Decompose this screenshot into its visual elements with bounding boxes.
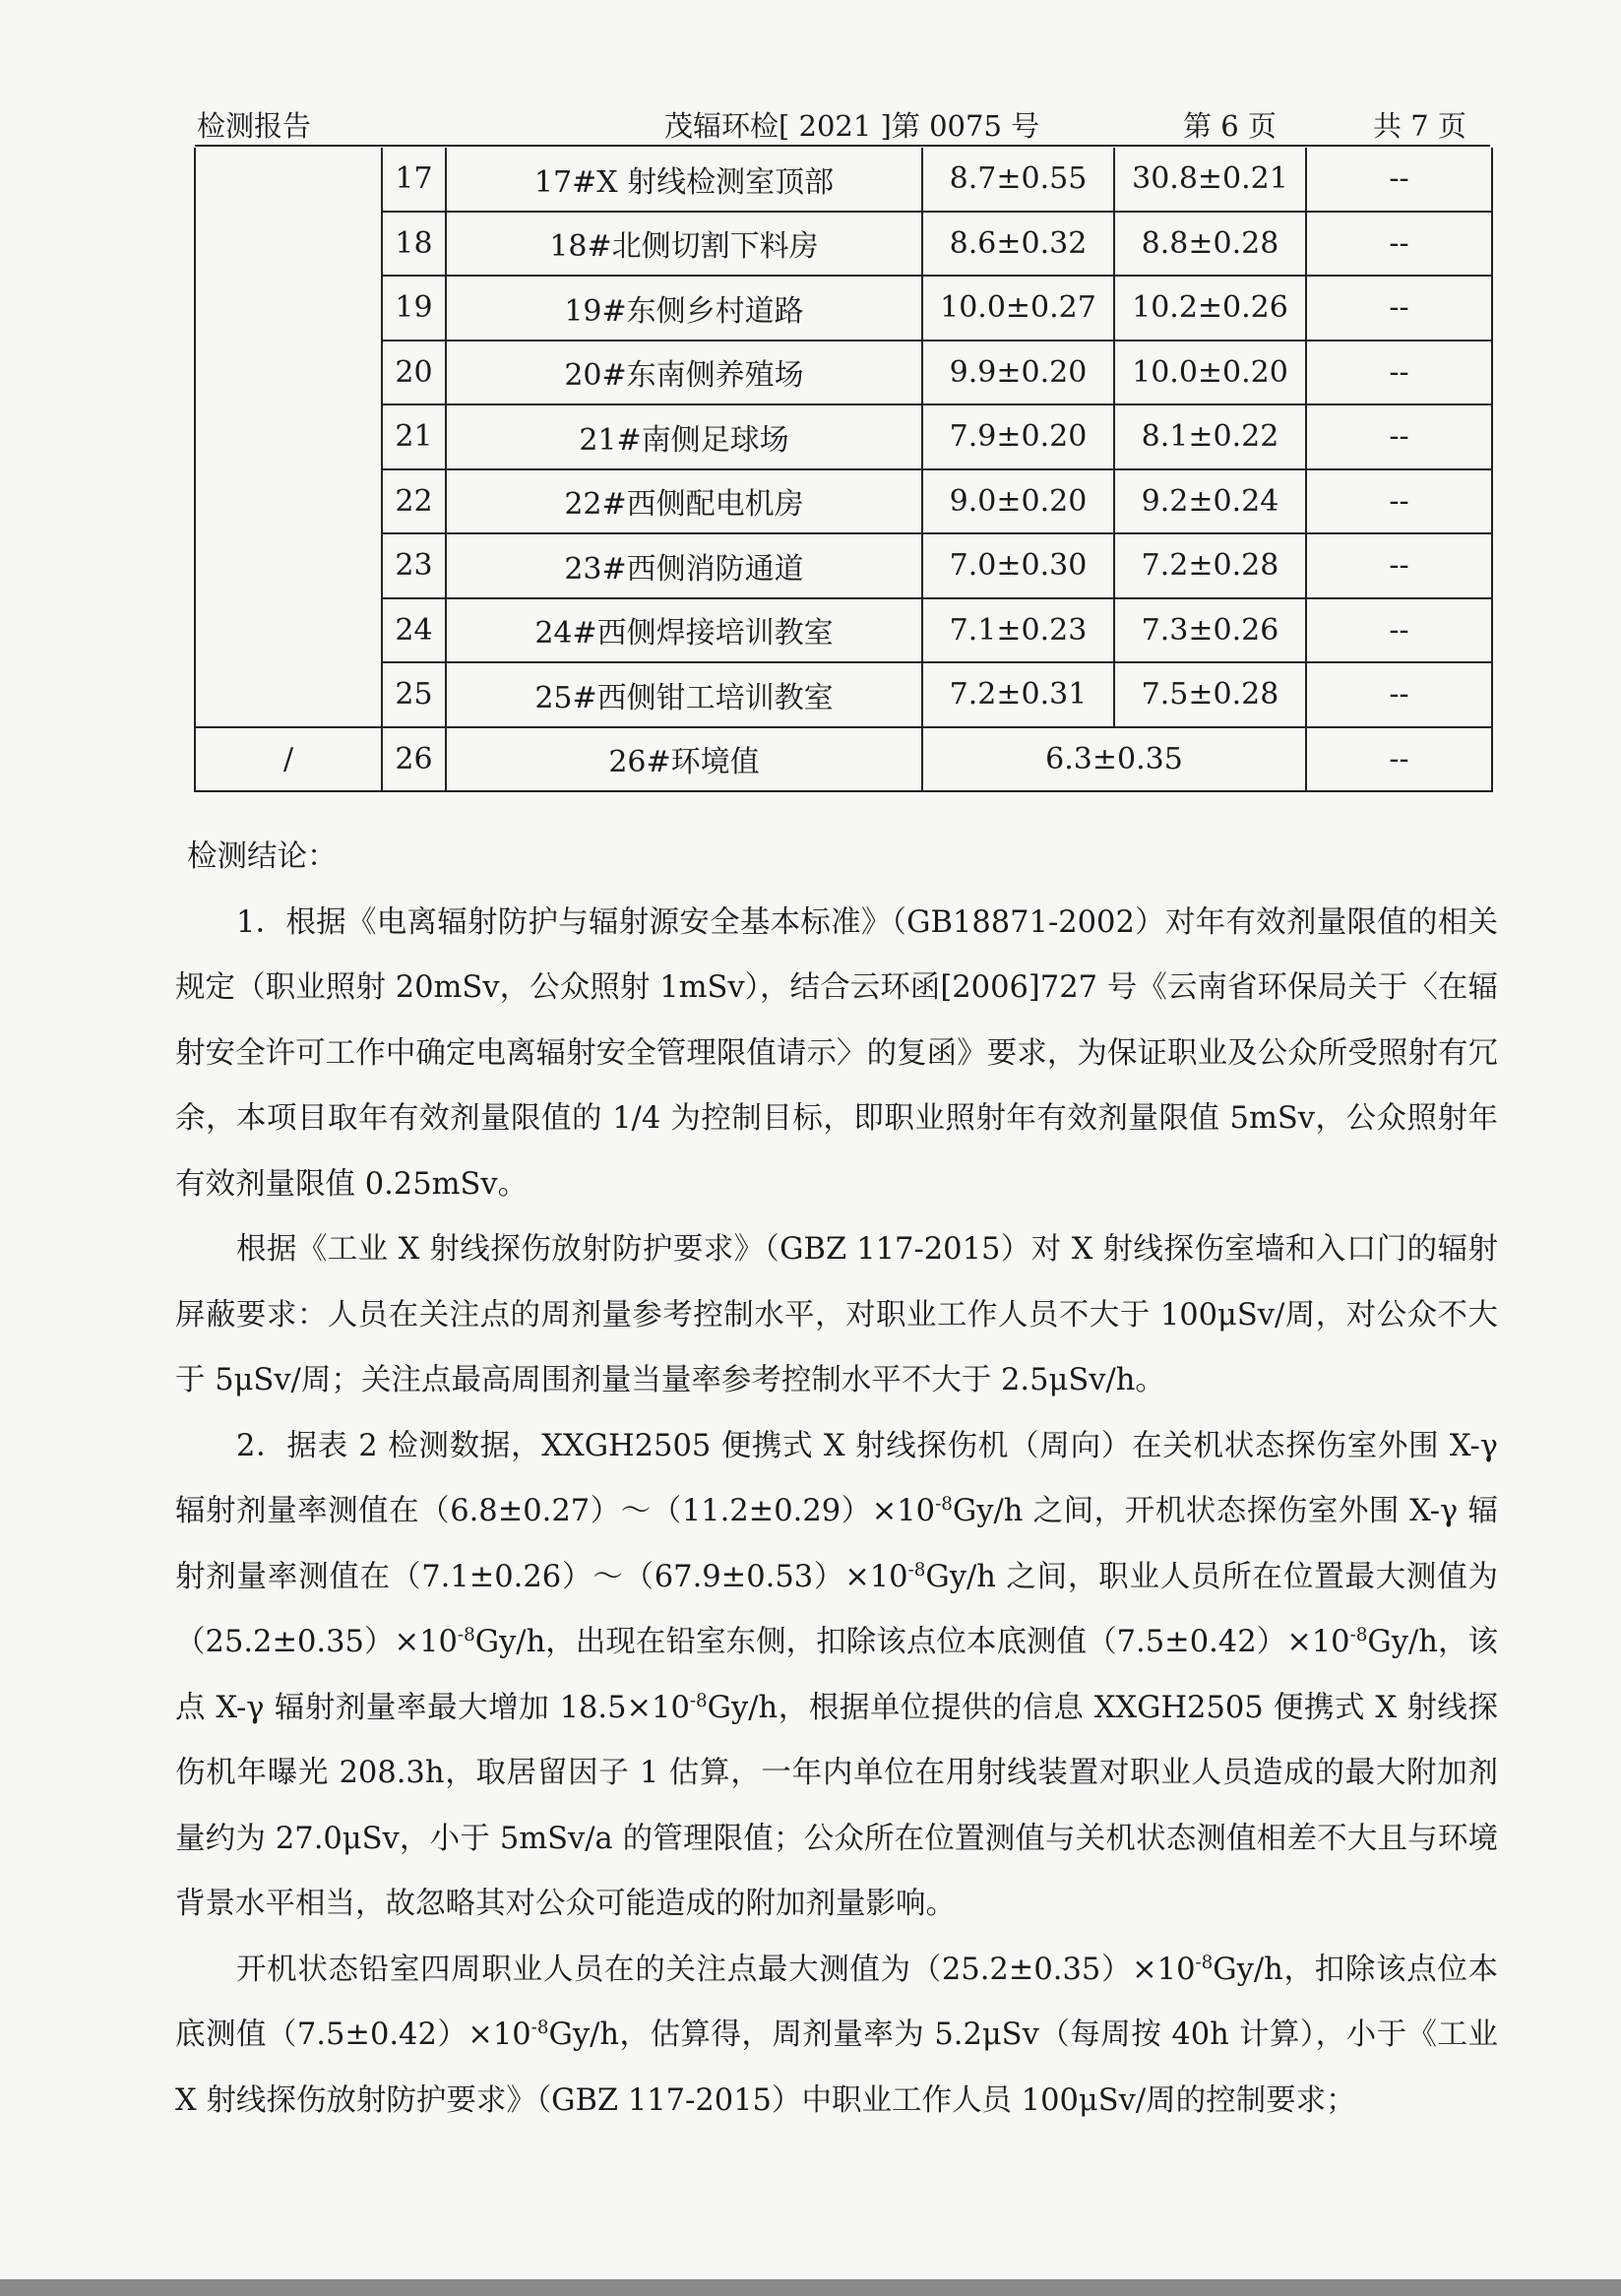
category-cell [195,148,382,727]
table-row [195,662,1492,727]
location-cell: 24#西侧焊接培训教室 [446,598,922,663]
text-segment: Gy/h，扣除该点位本底测值（7.5±0.42）×10 [175,1952,1498,2052]
location-cell: 18#北侧切割下料房 [446,212,922,277]
on-value-cell: 7.5±0.28 [1114,662,1306,727]
conclusion-section [175,825,1498,2134]
header-total-pages: 共 7 页 [1373,109,1466,143]
exponent: -8 [907,1559,926,1581]
location-cell: 20#东南侧养殖场 [446,341,922,405]
page-header [197,106,1476,146]
off-value-cell: 10.0±0.27 [922,276,1114,341]
conclusion-paragraph-1: 1．根据《电离辐射防护与辐射源安全基本标准》（GB18871-2002）对年有效剂量限值的相关规定（职业照射 20mSv，公众照射 1mSv），结合云环函[2006]727 号《云南省环保局关于〈在辐射安全许可工作中确定电离辐射安全管理限值请示〉的复函》要求，为保证职业及公众所受照射有冗余，本项目取年有效剂量限值的 1/4 为控制目标，即职业照射年有效剂量限值 5mSv，公众照射年有效剂量限值 0.25mSv。 [175,904,1498,1202]
row-number: 24 [382,598,446,663]
location-cell: 21#南侧足球场 [446,404,922,469]
row-number: 23 [382,533,446,598]
text-segment: Gy/h，出现在铅室东侧，扣除该点位本底测值（7.5±0.42）×10 [474,1625,1350,1659]
on-value-cell: 7.2±0.28 [1114,533,1306,598]
on-value-cell: 30.8±0.21 [1114,148,1306,212]
on-value-cell: 9.2±0.24 [1114,469,1306,534]
header-rule [195,145,1490,147]
exponent: -8 [689,1690,708,1711]
table-row [195,469,1492,534]
row-number: 18 [382,212,446,277]
off-value-cell: 8.7±0.55 [922,148,1114,212]
location-cell: 26#环境值 [446,727,922,792]
row-number: 19 [382,276,446,341]
on-value-cell: 8.8±0.28 [1114,212,1306,277]
note-cell: -- [1306,662,1492,727]
row-number: 20 [382,341,446,405]
on-value-cell: 10.0±0.20 [1114,341,1306,405]
text-segment: Gy/h，估算得，周剂量率为 5.2μSv（每周按 40h 计算），小于《工业 X 射线探伤放射防护要求》（GBZ 117-2015）中职业工作人员 100μSv/周的控制要求； [175,2017,1498,2118]
location-cell: 25#西侧钳工培训教室 [446,662,922,727]
off-value-cell: 9.9±0.20 [922,341,1114,405]
table-row-environment [195,727,1492,792]
table-row [195,598,1492,663]
location-cell: 19#东侧乡村道路 [446,276,922,341]
on-value-cell: 7.3±0.26 [1114,598,1306,663]
table-row [195,148,1492,212]
exponent: -8 [935,1493,953,1515]
table-row [195,533,1492,598]
note-cell: -- [1306,276,1492,341]
table-row [195,404,1492,469]
environment-value-cell: 6.3±0.35 [922,727,1306,792]
text-segment: 开机状态铅室四周职业人员在的关注点最大测值为（25.2±0.35）×10 [236,1952,1196,1987]
note-cell: -- [1306,148,1492,212]
measurement-table [194,148,1493,792]
row-number: 21 [382,404,446,469]
header-page-number: 第 6 页 [1183,109,1277,143]
header-report-type: 检测报告 [197,109,312,143]
location-cell: 23#西侧消防通道 [446,533,922,598]
measurement-table-body [195,148,1492,791]
conclusion-paragraph-4 [175,1938,1498,2135]
exponent: -8 [1349,1624,1368,1645]
off-value-cell: 7.2±0.31 [922,662,1114,727]
off-value-cell: 7.1±0.23 [922,598,1114,663]
conclusion-paragraph-3 [175,1414,1498,1938]
note-cell: -- [1306,727,1492,792]
note-cell: -- [1306,598,1492,663]
location-cell: 17#X 射线检测室顶部 [446,148,922,212]
category-cell: / [195,727,382,792]
conclusion-paragraph-2: 根据《工业 X 射线探伤放射防护要求》（GBZ 117-2015）对 X 射线探伤室墙和入口门的辐射屏蔽要求：人员在关注点的周剂量参考控制水平，对职业工作人员不大于 100μSv/周，对公众不大于 5μSv/周；关注点最高周围剂量当量率参考控制水平不大于 2.5μSv/h。 [175,1232,1498,1397]
row-number: 17 [382,148,446,212]
on-value-cell: 10.2±0.26 [1114,276,1306,341]
text-segment: Gy/h，该点 X-γ 辐射剂量率最大增加 18.5×10 [175,1625,1498,1725]
text-segment: Gy/h 之间，职业人员所在位置最大测值为（25.2±0.35）×10 [175,1559,1498,1659]
off-value-cell: 9.0±0.20 [922,469,1114,534]
row-number: 26 [382,727,446,792]
exponent: -8 [457,1624,475,1645]
note-cell: -- [1306,212,1492,277]
location-cell: 22#西侧配电机房 [446,469,922,534]
row-number: 22 [382,469,446,534]
exponent: -8 [1195,1952,1214,1973]
note-cell: -- [1306,404,1492,469]
note-cell: -- [1306,341,1492,405]
off-value-cell: 8.6±0.32 [922,212,1114,277]
text-segment: Gy/h 之间，开机状态探伤室外围 X-γ 辐射剂量率测值在（7.1±0.26）～（67.9±0.53）×10 [175,1494,1499,1594]
conclusion-title: 检测结论： [187,839,338,874]
table-row [195,341,1492,405]
scan-edge-band [0,2279,1621,2296]
header-report-number: 茂辐环检[ 2021 ]第 0075 号 [664,109,1040,143]
on-value-cell: 8.1±0.22 [1114,404,1306,469]
exponent: -8 [530,2017,549,2038]
table-row [195,212,1492,277]
note-cell: -- [1306,469,1492,534]
table-row [195,276,1492,341]
off-value-cell: 7.9±0.20 [922,404,1114,469]
text-segment: Gy/h，根据单位提供的信息 XXGH2505 便携式 X 射线探伤机年曝光 208.3h，取居留因子 1 估算，一年内单位在用射线装置对职业人员造成的最大附加剂量约为 27.0μSv，小于 5mSv/a 的管理限值；公众所在位置测值与关机状态测值相差不大且与环境背景水平相当，故忽略其对公众可能造成的附加剂量影响。 [175,1690,1498,1921]
note-cell: -- [1306,533,1492,598]
off-value-cell: 7.0±0.30 [922,533,1114,598]
text-segment: 2．据表 2 检测数据，XXGH2505 便携式 X 射线探伤机（周向）在关机状态探伤室外围 X-γ 辐射剂量率测值在（6.8±0.27）～（11.2±0.29）×10 [175,1428,1498,1528]
row-number: 25 [382,662,446,727]
